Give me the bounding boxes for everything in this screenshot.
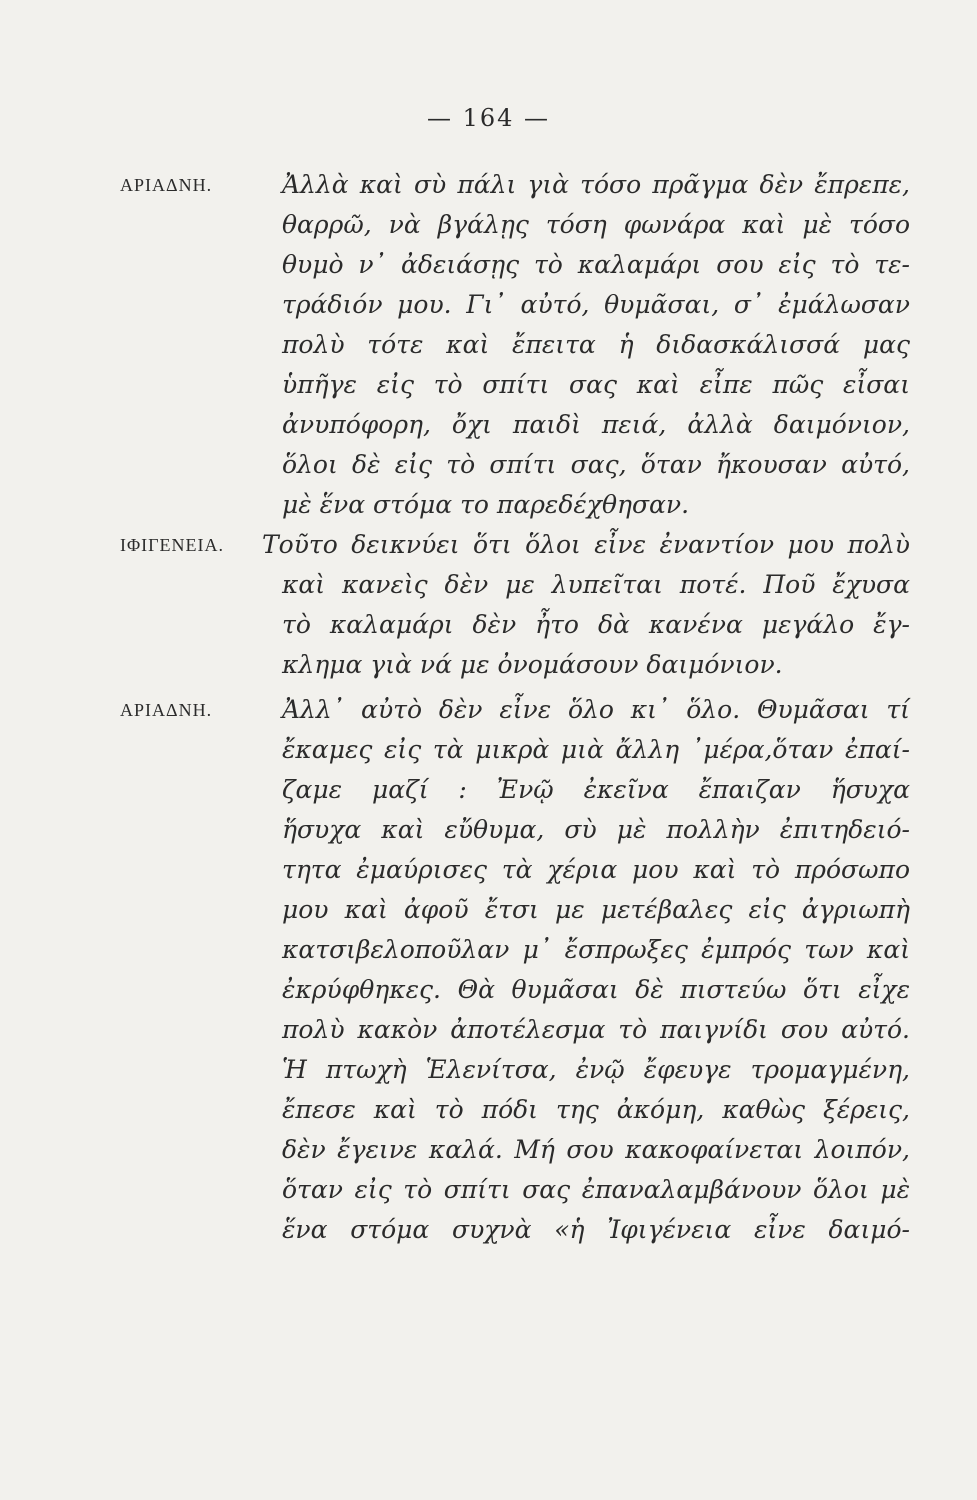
text-line: ζαμε μαζί : Ἐνῷ ἐκεῖνα ἔπαιζαν ἥσυχα — [282, 775, 910, 804]
text-line: ἀνυπόφορη, ὄχι παιδὶ πειά, ἀλλὰ δαιμόνιον, — [282, 410, 910, 439]
text-line: ὅταν εἰς τὸ σπίτι σας ἐπαναλαμβάνουν ὅλοι μὲ — [282, 1175, 910, 1204]
text-line: θαρρῶ, νὰ βγάλῃς τόση φωνάρα καὶ μὲ τόσο — [282, 210, 910, 239]
text-line: ὑπῆγε εἰς τὸ σπίτι σας καὶ εἶπε πῶς εἶσαι — [282, 370, 910, 399]
text-line: πολὺ τότε καὶ ἔπειτα ἡ διδασκάλισσά μας — [282, 330, 910, 359]
text-line: ἕνα στόμα συχνὰ «ἡ Ἰφιγένεια εἶνε δαιμό- — [282, 1215, 910, 1244]
text-line: ἔκαμες εἰς τὰ μικρὰ μιὰ ἄλλη ᾽μέρα,ὅταν ἐπαί- — [282, 735, 910, 764]
text-line: θυμὸ ν᾽ ἀδειάσῃς τὸ καλαμάρι σου εἰς τὸ τε- — [282, 250, 910, 279]
text-line: Τοῦτο δεικνύει ὅτι ὅλοι εἶνε ἐναντίον μου πολὺ — [262, 530, 910, 559]
speaker-name: ΑΡΙΑΔΝΗ. — [120, 175, 213, 195]
text-line: τὸ καλαμάρι δὲν ἦτο δὰ κανένα μεγάλο ἔγ- — [282, 610, 910, 639]
text-line: κλημα γιὰ νά με ὀνομάσουν δαιμόνιον. — [282, 650, 783, 679]
text-line: Ἀλλὰ καὶ σὺ πάλι γιὰ τόσο πρᾶγμα δὲν ἔπρεπε, — [282, 170, 910, 199]
text-line: ἔπεσε καὶ τὸ πόδι της ἀκόμη, καθὼς ξέρεις, — [282, 1095, 910, 1124]
text-line: κατσιβελοποῦλαν μ᾽ ἔσπρωξες ἐμπρός των καὶ — [282, 935, 910, 964]
text-line: Ἀλλ᾽ αὐτὸ δὲν εἶνε ὅλο κι᾽ ὅλο. Θυμᾶσαι τί — [282, 695, 910, 724]
speech-text — [282, 690, 910, 1250]
text-line: ἥσυχα καὶ εὔθυμα, σὺ μὲ πολλὴν ἐπιτηδειό- — [282, 815, 910, 844]
text-line: δὲν ἔγεινε καλά. Μή σου κακοφαίνεται λοιπόν, — [282, 1135, 910, 1164]
speaker-name: ΑΡΙΑΔΝΗ. — [120, 700, 213, 720]
text-line: ἐκρύφθηκες. Θὰ θυμᾶσαι δὲ πιστεύω ὅτι εἶχε — [282, 975, 910, 1004]
speech-text — [282, 165, 910, 525]
text-line: Ἡ πτωχὴ Ἑλενίτσα, ἐνῷ ἔφευγε τρομαγμένη, — [282, 1055, 910, 1084]
text-line: μὲ ἕνα στόμα το παρεδέχθησαν. — [282, 490, 690, 519]
text-line: μου καὶ ἀφοῦ ἔτσι με μετέβαλες εἰς ἀγριωπὴ — [282, 895, 910, 924]
speech-text — [262, 525, 910, 685]
text-line: τητα ἐμαύρισες τὰ χέρια μου καὶ τὸ πρόσωπο — [282, 855, 910, 884]
text-line: πολὺ κακὸν ἀποτέλεσμα τὸ παιγνίδι σου αὐτό. — [282, 1015, 910, 1044]
text-line: καὶ κανεὶς δὲν με λυπεῖται ποτέ. Ποῦ ἔχυσα — [282, 570, 910, 599]
text-line: ὅλοι δὲ εἰς τὸ σπίτι σας, ὅταν ἤκουσαν αὐτό, — [282, 450, 910, 479]
text-line: τράδιόν μου. Γι᾽ αὐτό, θυμᾶσαι, σ᾽ ἐμάλωσαν — [282, 290, 910, 319]
page-number: — 164 — — [426, 104, 551, 132]
speaker-name: ΙΦΙΓΕΝΕΙΑ. — [120, 535, 225, 555]
